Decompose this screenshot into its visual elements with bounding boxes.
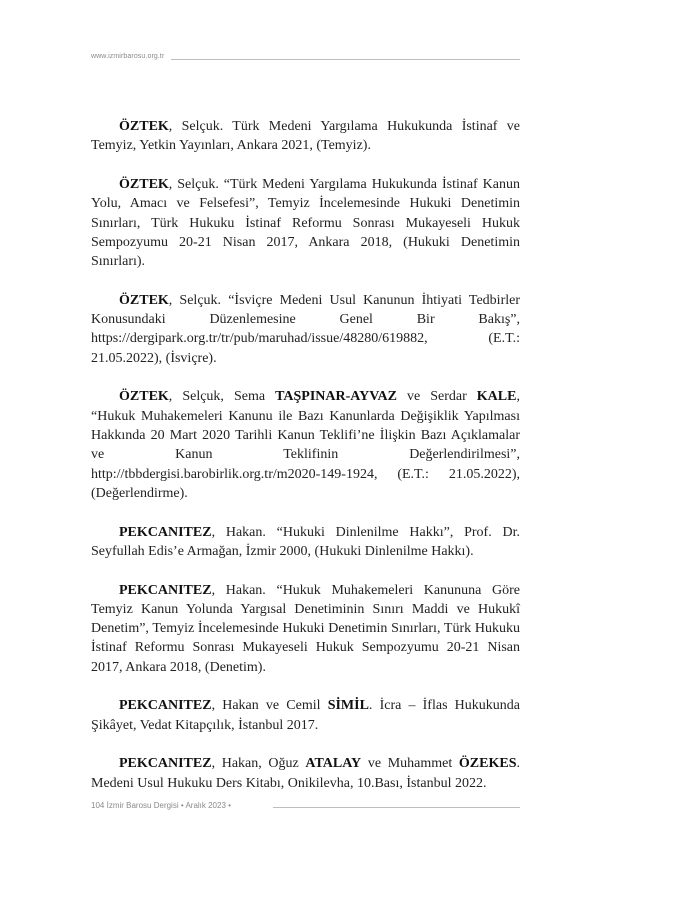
bibliography-list bbox=[91, 117, 520, 812]
reference-entry bbox=[91, 523, 520, 562]
author-surname: PEKCANITEZ bbox=[119, 756, 212, 772]
reference-text: İcra – İflas Hukukunda Şikâyet, Vedat Kitapçılık, İstanbul 2017. bbox=[91, 698, 520, 733]
page-header bbox=[91, 53, 520, 67]
reference-text: Medeni Usul Hukuku Ders Kitabı, Onikilevha, 10.Bası, İstanbul 2022. bbox=[91, 775, 487, 791]
author-given: ve Serdar bbox=[396, 389, 477, 405]
reference-entry bbox=[91, 291, 520, 368]
author-surname: PEKCANITEZ bbox=[119, 524, 212, 540]
author-surname: SİMİL bbox=[327, 698, 369, 714]
reference-entry bbox=[91, 581, 520, 677]
author-surname: TAŞPINAR-AYVAZ bbox=[275, 389, 397, 405]
page-footer bbox=[91, 801, 520, 815]
author-surname: ÖZTEK bbox=[119, 119, 169, 134]
reference-text: “Hukuki Dinlenilme Hakkı”, Prof. Dr. Seyfullah Edis’e Armağan, İzmir 2000, (Hukuki Dinlenilme Hakkı). bbox=[91, 524, 520, 559]
author-given: , Selçuk. bbox=[168, 176, 224, 192]
footer-rule bbox=[273, 807, 520, 808]
reference-text: Türk Medeni Yargılama Hukukunda İstinaf ve Temyiz, Yetkin Yayınları, Ankara 2021, (Temyiz). bbox=[91, 119, 520, 154]
reference-entry bbox=[91, 117, 520, 156]
reference-text: “Hukuk Muhakemeleri Kanunu ile Bazı Kanunlarda Değişiklik Yapılması Hakkında 20 Mart 2020 Tarihli Kanun Teklifi’ne İlişkin Bazı Açıklamalar ve Kanun Teklifinin Değerlendirilmesi”, http://tbbdergisi.barobirlik.org.tr/m2020-149-1924, (E.T.: 21.05.2022), (Değerlendirme). bbox=[91, 408, 520, 501]
author-surname: ÖZTEK bbox=[119, 389, 169, 405]
author-surname: ÖZTEK bbox=[119, 292, 169, 308]
author-surname: ÖZEKES bbox=[458, 756, 517, 772]
author-given: , Selçuk. bbox=[168, 119, 233, 134]
author-given: ve Muhammet bbox=[361, 756, 459, 772]
footer-separator: • bbox=[228, 801, 231, 810]
author-surname: ÖZTEK bbox=[119, 176, 169, 192]
author-surname: KALE bbox=[476, 389, 517, 405]
author-given: , bbox=[516, 389, 520, 405]
footer-text bbox=[91, 801, 234, 810]
author-given: . bbox=[368, 698, 380, 714]
header-rule bbox=[171, 59, 520, 60]
page-number: 104 bbox=[91, 801, 105, 810]
author-surname: ATALAY bbox=[305, 756, 362, 772]
issue-date: Aralık 2023 bbox=[185, 801, 226, 810]
footer-separator: • bbox=[180, 801, 184, 810]
author-given: , Hakan ve Cemil bbox=[211, 698, 328, 714]
author-surname: PEKCANITEZ bbox=[119, 582, 212, 598]
journal-name: İzmir Barosu Dergisi bbox=[106, 801, 179, 810]
reference-entry bbox=[91, 387, 520, 503]
reference-entry bbox=[91, 175, 520, 271]
header-url: www.izmirbarosu.org.tr bbox=[91, 53, 167, 60]
reference-entry bbox=[91, 754, 520, 793]
author-given: , Hakan. bbox=[211, 582, 277, 598]
reference-entry bbox=[91, 696, 520, 735]
author-given: . bbox=[516, 756, 520, 772]
author-given: , Selçuk. bbox=[168, 292, 229, 308]
author-given: , Hakan, Oğuz bbox=[211, 756, 306, 772]
reference-text: “Türk Medeni Yargılama Hukukunda İstinaf Kanun Yolu, Amacı ve Felsefesi”, Temyiz İncelemesinde Hukuki Denetimin Sınırları, Türk Hukuku İstinaf Reformu Sonrası Mukayeseli Hukuk Sempozyumu 20-21 Nisan 2017, Ankara 2018, (Hukuki Denetimin Sınırları). bbox=[91, 176, 520, 270]
reference-text: “İsviçre Medeni Usul Kanunun İhtiyati Tedbirler Konusundaki Düzenlemesine Genel Bir Bakış”, https://dergipark.org.tr/tr/pub/maruhad/issue/48280/619882, (E.T.: 21.05.2022), (İsviçre). bbox=[91, 292, 520, 366]
author-surname: PEKCANITEZ bbox=[119, 698, 212, 714]
author-given: , Selçuk, Sema bbox=[168, 389, 276, 405]
author-given: , Hakan. bbox=[211, 524, 277, 540]
reference-text: “Hukuk Muhakemeleri Kanununa Göre Temyiz Kanun Yolunda Yargısal Denetiminin Sınırı Maddi ve Hukukî Denetim”, Temyiz İncelemesinde Hukuki Denetimin Sınırları, Türk Hukuku İstinaf Reformu Sonrası Mukayeseli Hukuk Sempozyumu 20-21 Nisan 2017, Ankara 2018, (Denetim). bbox=[91, 582, 521, 675]
